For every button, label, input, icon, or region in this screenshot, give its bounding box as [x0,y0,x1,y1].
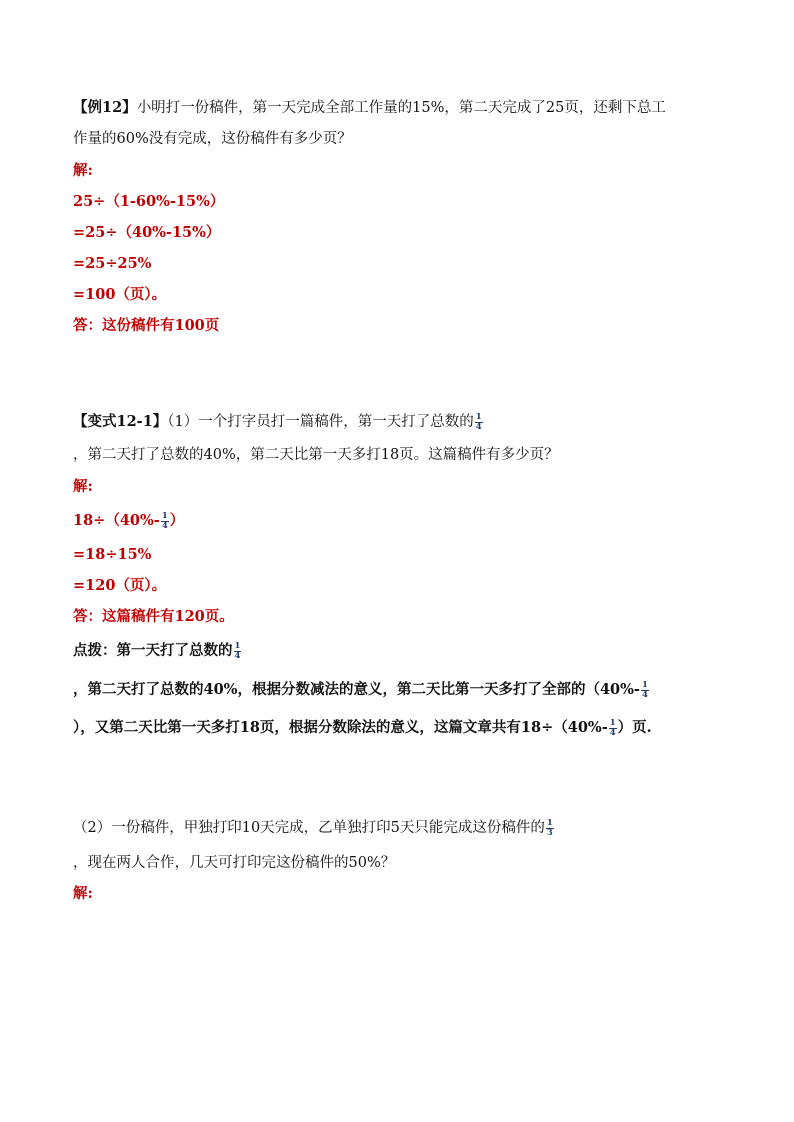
fraction-one-quarter: $\frac{1}{4}$ [234,640,241,661]
hint-line3 [73,718,652,738]
example12-step-2: =25÷（40%-15%） [73,224,221,241]
variant12-1-step-1 [73,511,184,531]
variant12-1-question-text-1: 一个打字员打一篇稿件，第一天打了总数的 [198,414,474,430]
part2-solution-label: 解: [73,885,93,902]
variant12-1-answer: 答：这篇稿件有120页。 [73,608,234,625]
variant12-1-step-1-suffix: ） [169,512,185,529]
example12-question-line1 [73,98,666,118]
hint-label: 点拨： [73,642,117,659]
fraction-one-quarter: $\frac{1}{4}$ [475,411,482,432]
example12-question-line2: 作量的60%没有完成，这份稿件有多少页？ [73,131,352,147]
variant12-1-step-3: =120（页）。 [73,577,167,594]
fraction-one-quarter: $\frac{1}{4}$ [609,717,616,738]
part2-question-line2: ，现在两人合作，几天可打印完这份稿件的50%？ [73,855,396,871]
fraction-one-quarter: $\frac{1}{4}$ [161,510,168,531]
hint-text-1: 第一天打了总数的 [116,642,233,659]
hint-text-2: ，第二天打了总数的40%，根据分数减法的意义，第二天比第一天多打了全部的（40%- [73,681,640,698]
example12-tag: 【例12】 [73,99,137,116]
example12-question-text-1: 小明打一份稿件，第一天完成全部工作量的15%，第二天完成了25页，还剩下总工 [136,100,666,116]
hint-text-3: ），又第二天比第一天多打18页，根据分数除法的意义，这篇文章共有18÷（40%- [73,719,608,736]
fraction-one-quarter: $\frac{1}{4}$ [641,679,648,700]
hint-text-3-end: ）页. [617,719,652,736]
variant12-1-tag: 【变式12-1】 [73,413,168,430]
part2-question-line1 [73,818,555,838]
hint-line1 [73,641,242,661]
example12-step-3: =25÷25% [73,255,152,272]
fraction-one-third: $\frac{1}{3}$ [546,817,553,838]
example12-solution-label: 解: [73,162,93,179]
variant12-1-solution-label: 解: [73,478,93,495]
example12-step-4: =100（页）。 [73,286,167,303]
hint-line2 [73,680,650,700]
example12-step-1: 25÷（1-60%-15%） [73,193,225,210]
variant12-1-question-line1 [73,412,484,432]
variant12-1-question-line2: ，第二天打了总数的40%，第二天比第一天多打18页。这篇稿件有多少页？ [73,447,559,463]
variant12-1-step-1-prefix: 18÷（40%- [73,512,160,529]
part2-question-text-1: （2）一份稿件，甲独打印10天完成，乙单独打印5天只能完成这份稿件的 [73,820,545,836]
example12-answer: 答：这份稿件有100页 [73,317,220,334]
variant12-1-step-2: =18÷15% [73,546,152,563]
variant12-1-part1-prefix: （1） [167,414,199,430]
